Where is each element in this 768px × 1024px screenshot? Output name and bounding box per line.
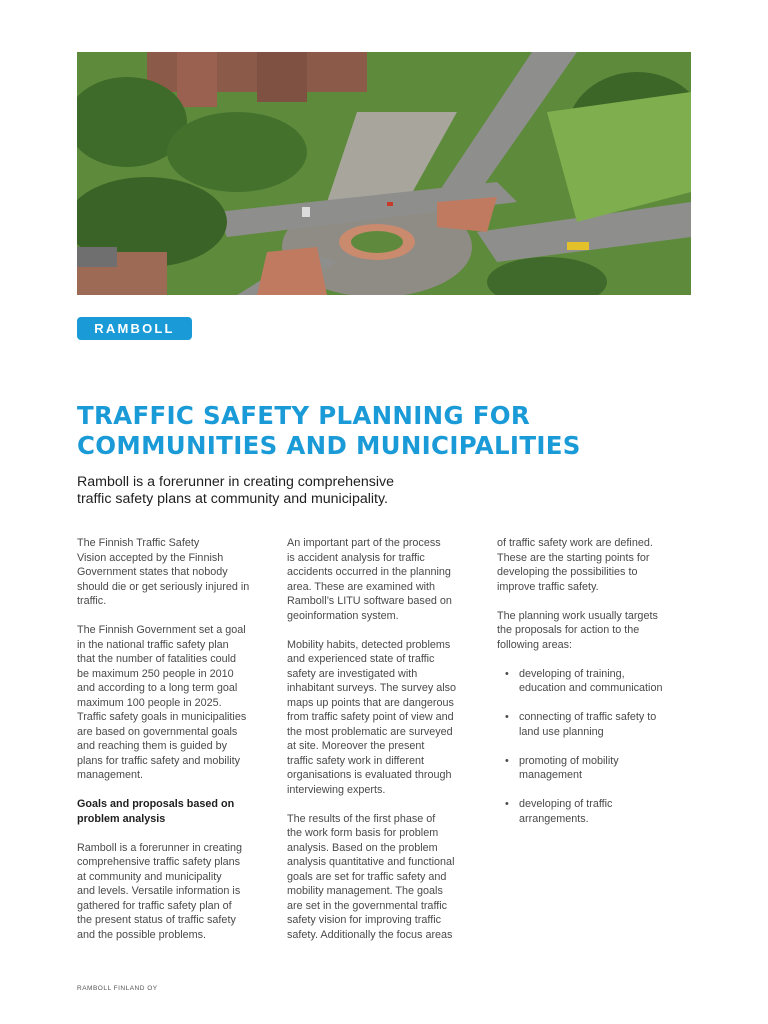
text-line: arrangements. — [519, 812, 589, 825]
text-line: mobility management. The goals — [287, 885, 443, 897]
text-line: land use planning — [519, 725, 604, 738]
lead-line: traffic safety plans at community and municipality. — [77, 491, 388, 507]
text-line: education and communication — [519, 682, 663, 694]
text-line: interviewing experts. — [287, 783, 386, 796]
list-item — [497, 754, 697, 783]
paragraph — [77, 623, 277, 783]
paragraph — [77, 536, 277, 609]
text-line: that the number of fatalities could — [77, 653, 237, 665]
text-line: at community and municipality — [77, 870, 222, 883]
text-line: following areas: — [497, 638, 573, 651]
list-item — [497, 667, 697, 696]
text-line: organisations is evaluated through — [287, 769, 452, 781]
text-column-2 — [287, 536, 487, 957]
footer-company-name: RAMBOLL FINLAND OY — [77, 985, 158, 992]
text-line: and the possible problems. — [77, 928, 207, 941]
text-line: problem analysis — [77, 812, 166, 825]
text-line: safety are investigated with — [287, 667, 418, 680]
bullet-list — [497, 667, 697, 827]
text-line: developing of traffic — [519, 798, 613, 810]
text-line: goals are set for traffic safety and — [287, 870, 447, 883]
text-line: from traffic safety point of view and — [287, 711, 454, 723]
lead-line: Ramboll is a forerunner in creating comprehensive — [77, 474, 395, 490]
text-line: developing of training, — [519, 667, 625, 680]
text-line: the proposals for action to the — [497, 624, 640, 636]
text-line: connecting of traffic safety to — [519, 711, 657, 723]
text-line: are set in the governmental traffic — [287, 899, 448, 912]
text-line: in the national traffic safety plan — [77, 638, 229, 651]
text-line: promoting of mobility — [519, 754, 619, 767]
text-line: developing the possibilities to — [497, 566, 638, 578]
text-line: the work form basis for problem — [287, 827, 439, 839]
text-line: and levels. Versatile information is — [77, 885, 241, 897]
text-column-3 — [497, 536, 697, 841]
text-line: inhabitant surveys. The survey also — [287, 682, 457, 694]
text-line: maximum 100 people in 2025. — [77, 696, 222, 709]
text-line: The planning work usually targets — [497, 609, 658, 622]
text-line: management — [519, 769, 583, 781]
text-line: traffic. — [77, 595, 107, 607]
section-subheading — [77, 797, 277, 826]
text-line: accidents occurred in the planning — [287, 566, 451, 578]
list-item — [497, 710, 697, 739]
bullet-icon: • — [505, 667, 509, 680]
text-line: comprehensive traffic safety plans — [77, 856, 241, 868]
text-line: The results of the first phase of — [287, 812, 436, 825]
text-line: traffic safety work in different — [287, 754, 425, 767]
text-line: The Finnish Traffic Safety — [77, 537, 200, 549]
text-line: safety. Additionally the focus areas — [287, 928, 453, 941]
text-line: Government states that nobody — [77, 566, 228, 578]
text-line: of traffic safety work are defined. — [497, 537, 653, 549]
text-line: Ramboll is a forerunner in creating — [77, 841, 243, 854]
title-line: TRAFFIC SAFETY PLANNING FOR — [77, 401, 531, 430]
text-line: These are the starting points for — [497, 551, 650, 564]
text-line: improve traffic safety. — [497, 580, 599, 593]
text-line: at site. Moreover the present — [287, 740, 425, 752]
text-line: safety vision for improving traffic — [287, 914, 442, 926]
bullet-icon: • — [505, 754, 509, 767]
paragraph — [287, 812, 487, 943]
text-line: The Finnish Government set a goal — [77, 624, 246, 636]
bullet-icon: • — [505, 711, 509, 723]
paragraph — [497, 609, 697, 653]
text-line: plans for traffic safety and mobility — [77, 754, 241, 767]
text-line: Ramboll’s LITU software based on — [287, 595, 452, 607]
text-line: is accident analysis for traffic — [287, 551, 425, 564]
paragraph — [497, 536, 697, 594]
text-line: the present status of traffic safety — [77, 914, 236, 926]
text-line: and according to a long term goal — [77, 682, 238, 694]
text-line: Traffic safety goals in municipalities — [77, 711, 247, 723]
title-line: COMMUNITIES AND MUNICIPALITIES — [77, 431, 581, 460]
paragraph — [287, 638, 487, 798]
text-line: Goals and proposals based on — [77, 798, 235, 810]
text-column-1 — [77, 536, 277, 957]
page-title — [77, 401, 717, 461]
text-line: Vision accepted by the Finnish — [77, 551, 224, 564]
text-line: gathered for traffic safety plan of — [77, 899, 232, 912]
ramboll-logo: RAMBOLL — [77, 317, 192, 340]
paragraph — [287, 536, 487, 623]
aerial-roundabout-photo-icon — [77, 52, 691, 295]
text-line: management. — [77, 769, 144, 781]
text-line: the most problematic are surveyed — [287, 725, 453, 738]
text-line: maps up points that are dangerous — [287, 696, 454, 709]
lead-paragraph — [77, 474, 537, 508]
bullet-icon: • — [505, 798, 509, 810]
text-line: and experienced state of traffic — [287, 653, 435, 665]
text-line: should die or get seriously injured in — [77, 580, 250, 593]
text-line: be maximum 250 people in 2010 — [77, 667, 234, 680]
hero-photo — [77, 52, 691, 295]
text-line: area. These are examined with — [287, 580, 436, 593]
text-line: Mobility habits, detected problems — [287, 638, 451, 651]
text-line: and reaching them is guided by — [77, 740, 228, 752]
paragraph — [77, 841, 277, 943]
list-item — [497, 797, 697, 826]
text-line: analysis quantitative and functional — [287, 856, 455, 868]
text-line: analysis. Based on the problem — [287, 841, 438, 854]
text-line: geoinformation system. — [287, 609, 399, 622]
text-line: are based on governmental goals — [77, 725, 238, 738]
text-line: An important part of the process — [287, 537, 441, 549]
